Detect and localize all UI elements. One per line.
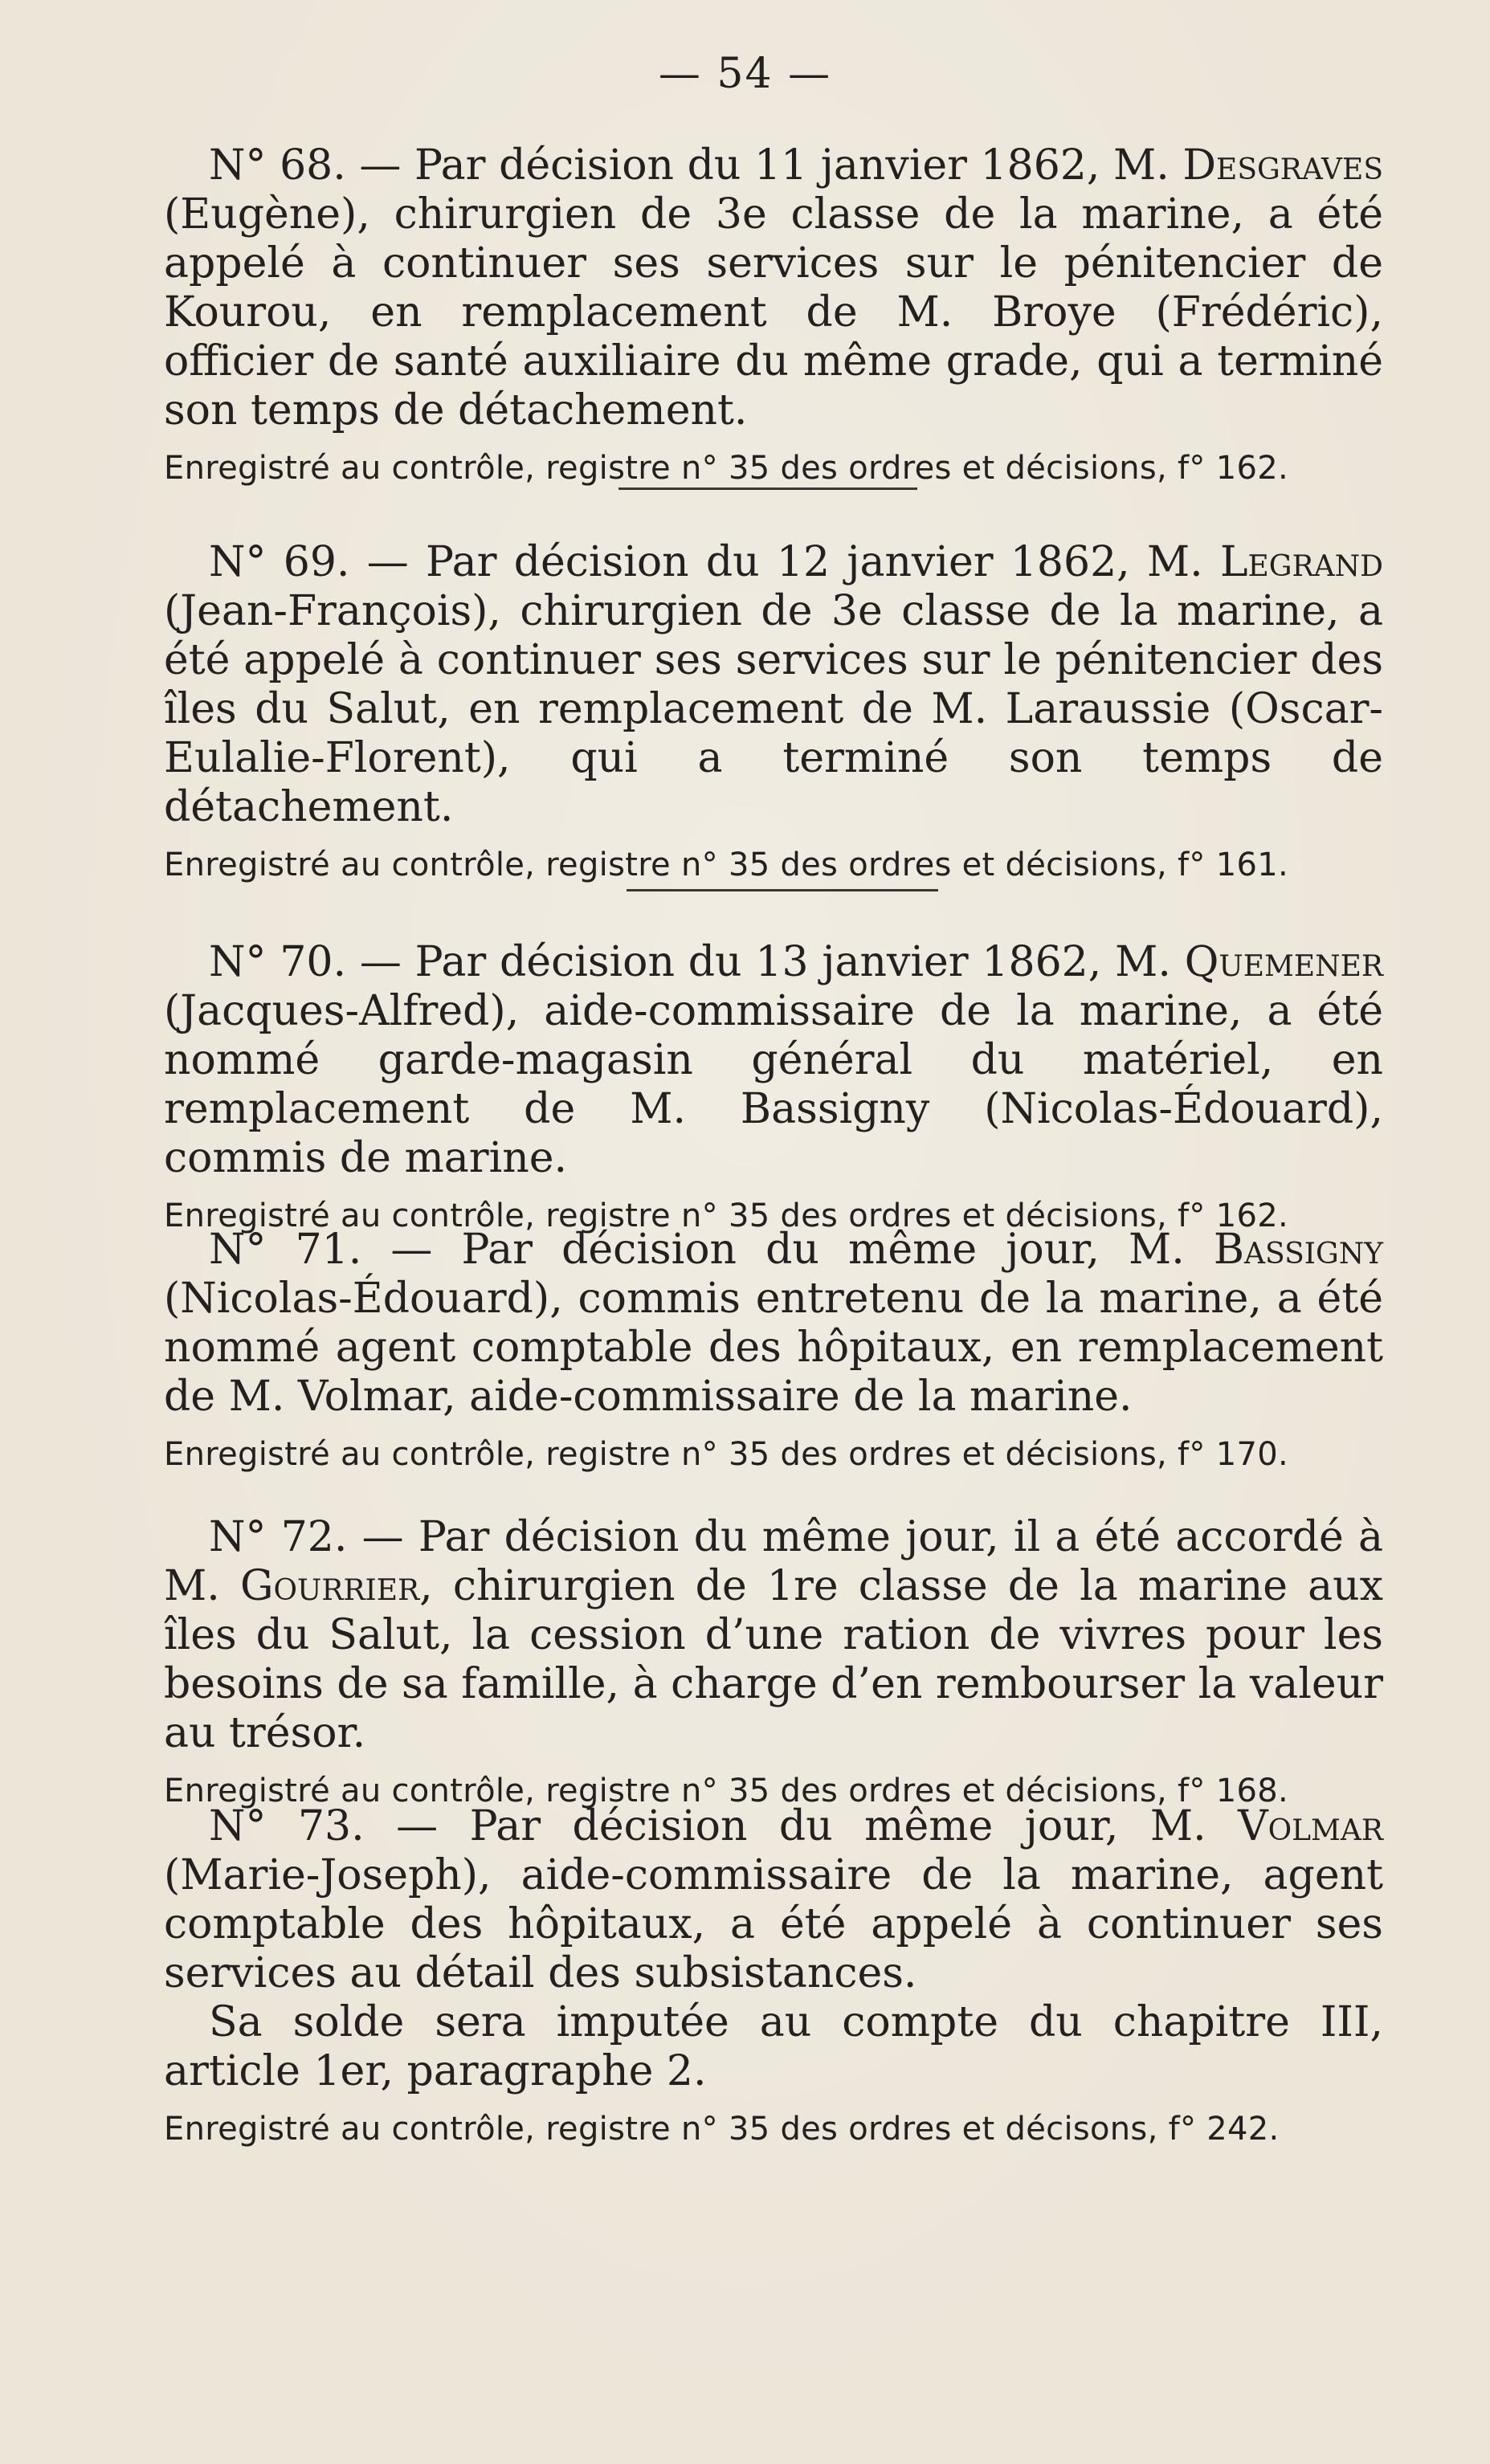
entry-71-text: N° 71. — Par décision du même jour, M. Bassigny (Nicolas-Édouard), commis entretenu de la marine, a été nommé agent comptable des hôpitaux, en remplacement de M. Volmar, aide-commissaire de la marine. <box>164 1226 1383 1421</box>
person-name: Volmar <box>1238 1802 1383 1850</box>
entry-number: N° 73. <box>209 1802 365 1850</box>
entry-number: N° 72. <box>209 1513 348 1561</box>
entry-70-register: Enregistré au contrôle, registre n° 35 des ordres et décisions, f° 162. <box>164 1197 1288 1234</box>
page-number: — 54 — <box>658 50 832 98</box>
entry-69 <box>164 538 1383 885</box>
entry-68-text: N° 68. — Par décision du 11 janvier 1862, M. Desgraves (Eugène), chirurgien de 3e classe de la marine, a été appelé à continuer ses services sur le pénitencier de Kourou, en remplacement de M. Broye (Frédéric), officier de santé auxiliaire du même grade, qui a terminé son temps de détachement. <box>164 141 1383 434</box>
entry-73 <box>164 1802 1383 2149</box>
entry-number: N° 71. <box>209 1226 362 1274</box>
entry-72-text: N° 72. — Par décision du même jour, il a été accordé à M. Gourrier, chirurgien de 1re classe de la marine aux îles du Salut, la cession d’une ration de vivres pour les besoins de sa famille, à charge d’en rembourser la valeur au trésor. <box>164 1513 1383 1757</box>
entry-72-register: Enregistré au contrôle, registre n° 35 des ordres et décisions, f° 168. <box>164 1773 1288 1809</box>
entry-70 <box>164 938 1383 1236</box>
entry-71 <box>164 1226 1383 1475</box>
entry-68-register: Enregistré au contrôle, registre n° 35 des ordres et décisions, f° 162. <box>164 450 1288 487</box>
entry-70-text: N° 70. — Par décision du 13 janvier 1862, M. Quemener (Jacques-Alfred), aide-commissaire de la marine, a été nommé garde-magasin général du matériel, en remplacement de M. Bassigny (Nicolas-Édouard), commis de marine. <box>164 938 1383 1182</box>
entry-69-text: N° 69. — Par décision du 12 janvier 1862, M. Legrand (Jean-François), chirurgien de 3e classe de la marine, a été appelé à continuer ses services sur le pénitencier des îles du Salut, en remplacement de M. Laraussie (Oscar-Eulalie-Florent), qui a terminé son temps de détachement. <box>164 538 1383 831</box>
entry-73-register: Enregistré au contrôle, registre n° 35 des ordres et décisons, f° 242. <box>164 2111 1280 2148</box>
entry-69-register: Enregistré au contrôle, registre n° 35 des ordres et décisions, f° 161. <box>164 846 1288 883</box>
person-name: Gourrier <box>239 1562 420 1610</box>
entry-73-text: N° 73. — Par décision du même jour, M. Volmar (Marie-Joseph), aide-commissaire de la marine, agent comptable des hôpitaux, a été appelé à continuer ses services au détail des subsistances. <box>164 1802 1383 1997</box>
entry-68 <box>164 141 1383 488</box>
entry-72 <box>164 1513 1383 1811</box>
entry-number: N° 69. <box>209 538 350 586</box>
person-name: Quemener <box>1184 938 1383 986</box>
person-name: Bassigny <box>1213 1226 1383 1274</box>
entry-73-extra: Sa solde sera imputée au compte du chapitre III, article 1er, paragraphe 2. <box>164 1998 1383 2095</box>
section-divider <box>618 487 917 490</box>
entry-number: N° 68. <box>209 141 346 190</box>
entry-number: N° 70. <box>209 938 347 986</box>
section-divider <box>627 889 938 891</box>
person-name: Legrand <box>1219 538 1383 586</box>
person-name: Desgraves <box>1182 141 1383 190</box>
entry-71-register: Enregistré au contrôle, registre n° 35 des ordres et décisions, f° 170. <box>164 1436 1288 1473</box>
